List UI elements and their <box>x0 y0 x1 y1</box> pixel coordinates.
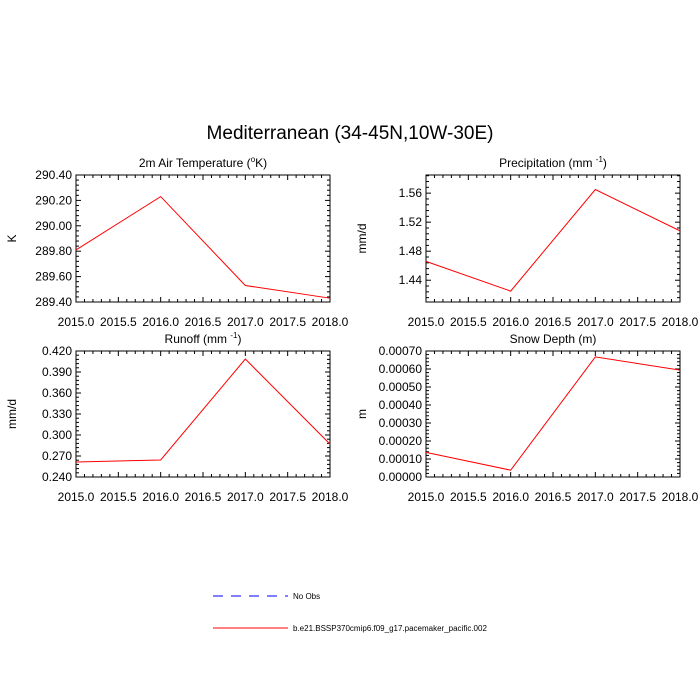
x-tick-label: 2016.0 <box>492 490 530 504</box>
plot-frame <box>426 175 680 302</box>
y-tick-label: 1.48 <box>398 244 422 259</box>
legend-label-no-obs: No Obs <box>293 592 321 601</box>
y-tick-label: 1.52 <box>398 215 422 230</box>
plot-frame <box>76 175 330 302</box>
x-tick-label: 2017.0 <box>576 315 614 329</box>
x-tick-label: 2018.0 <box>661 490 699 504</box>
y-tick-label: 289.80 <box>35 244 72 259</box>
x-tick-label: 2017.0 <box>226 315 264 329</box>
x-tick-label: 2017.5 <box>619 490 657 504</box>
y-tick-label: 0.390 <box>41 365 72 379</box>
y-tick-label: 0.360 <box>41 386 72 400</box>
x-tick-label: 2016.5 <box>534 490 572 504</box>
series-line <box>426 357 680 470</box>
x-tick-label: 2016.5 <box>184 490 222 504</box>
legend-label-model: b.e21.BSSP370cmip6.f09_g17.pacemaker_pacific.002 <box>293 624 487 633</box>
x-tick-label: 2016.0 <box>142 315 180 329</box>
x-tick-label: 2016.5 <box>534 315 572 329</box>
y-tick-label: 1.56 <box>398 186 422 201</box>
y-tick-label: 0.00060 <box>378 362 422 376</box>
x-tick-label: 2017.5 <box>269 315 307 329</box>
x-tick-label: 2018.0 <box>661 315 699 329</box>
y-axis-label: K <box>5 234 19 243</box>
y-tick-label: 290.00 <box>35 218 72 233</box>
x-tick-label: 2015.0 <box>57 490 95 504</box>
x-tick-label: 2015.5 <box>99 315 137 329</box>
y-tick-label: 0.00040 <box>378 398 422 412</box>
series-line <box>426 190 680 292</box>
y-tick-label: 0.00070 <box>378 344 422 358</box>
x-tick-label: 2017.5 <box>269 490 307 504</box>
x-tick-label: 2015.0 <box>407 315 445 329</box>
y-tick-label: 0.00000 <box>378 470 422 484</box>
plot-frame <box>76 351 330 477</box>
y-tick-label: 0.420 <box>41 344 72 358</box>
panel-3 <box>5 331 349 504</box>
y-tick-label: 0.330 <box>41 407 72 421</box>
x-tick-label: 2017.0 <box>576 490 614 504</box>
panel-4 <box>355 332 699 504</box>
x-tick-label: 2016.0 <box>142 490 180 504</box>
y-tick-label: 289.60 <box>35 269 72 284</box>
y-tick-label: 0.00050 <box>378 380 422 394</box>
series-line <box>76 359 330 462</box>
y-tick-label: 0.270 <box>41 449 72 463</box>
y-axis-label: mm/d <box>355 223 369 254</box>
x-tick-label: 2017.5 <box>619 315 657 329</box>
x-tick-label: 2015.5 <box>449 315 487 329</box>
y-tick-label: 0.300 <box>41 428 72 442</box>
y-tick-label: 0.00020 <box>378 434 422 448</box>
legend <box>213 592 487 633</box>
x-tick-label: 2016.5 <box>184 315 222 329</box>
x-tick-label: 2018.0 <box>311 315 349 329</box>
panel-title: Snow Depth (m) <box>509 332 597 346</box>
x-tick-label: 2015.5 <box>99 490 137 504</box>
y-tick-label: 0.00010 <box>378 452 422 466</box>
panels <box>5 155 699 504</box>
y-tick-label: 290.20 <box>35 193 72 208</box>
x-tick-label: 2018.0 <box>311 490 349 504</box>
x-tick-label: 2015.5 <box>449 490 487 504</box>
x-tick-label: 2017.0 <box>226 490 264 504</box>
figure-title: Mediterranean (34-45N,10W-30E) <box>206 123 494 144</box>
panel-2 <box>355 155 699 329</box>
panel-1 <box>5 155 349 329</box>
panel-title: Precipitation (mm $^{-1}$) <box>499 155 607 170</box>
x-tick-label: 2016.0 <box>492 315 530 329</box>
x-tick-label: 2015.0 <box>407 490 445 504</box>
y-axis-label: mm/d <box>5 399 19 429</box>
y-tick-label: 0.00030 <box>378 416 422 430</box>
y-tick-label: 1.44 <box>398 273 422 288</box>
y-axis-label: m <box>355 409 369 419</box>
panel-title: 2m Air Temperature ($^o$K) <box>138 155 268 170</box>
x-tick-label: 2015.0 <box>57 315 95 329</box>
y-tick-label: 0.240 <box>41 470 72 484</box>
y-tick-label: 290.40 <box>35 168 72 182</box>
panel-title: Runoff (mm $^{-1}$) <box>164 331 242 346</box>
series-line <box>76 197 330 299</box>
y-tick-label: 289.40 <box>35 295 72 309</box>
